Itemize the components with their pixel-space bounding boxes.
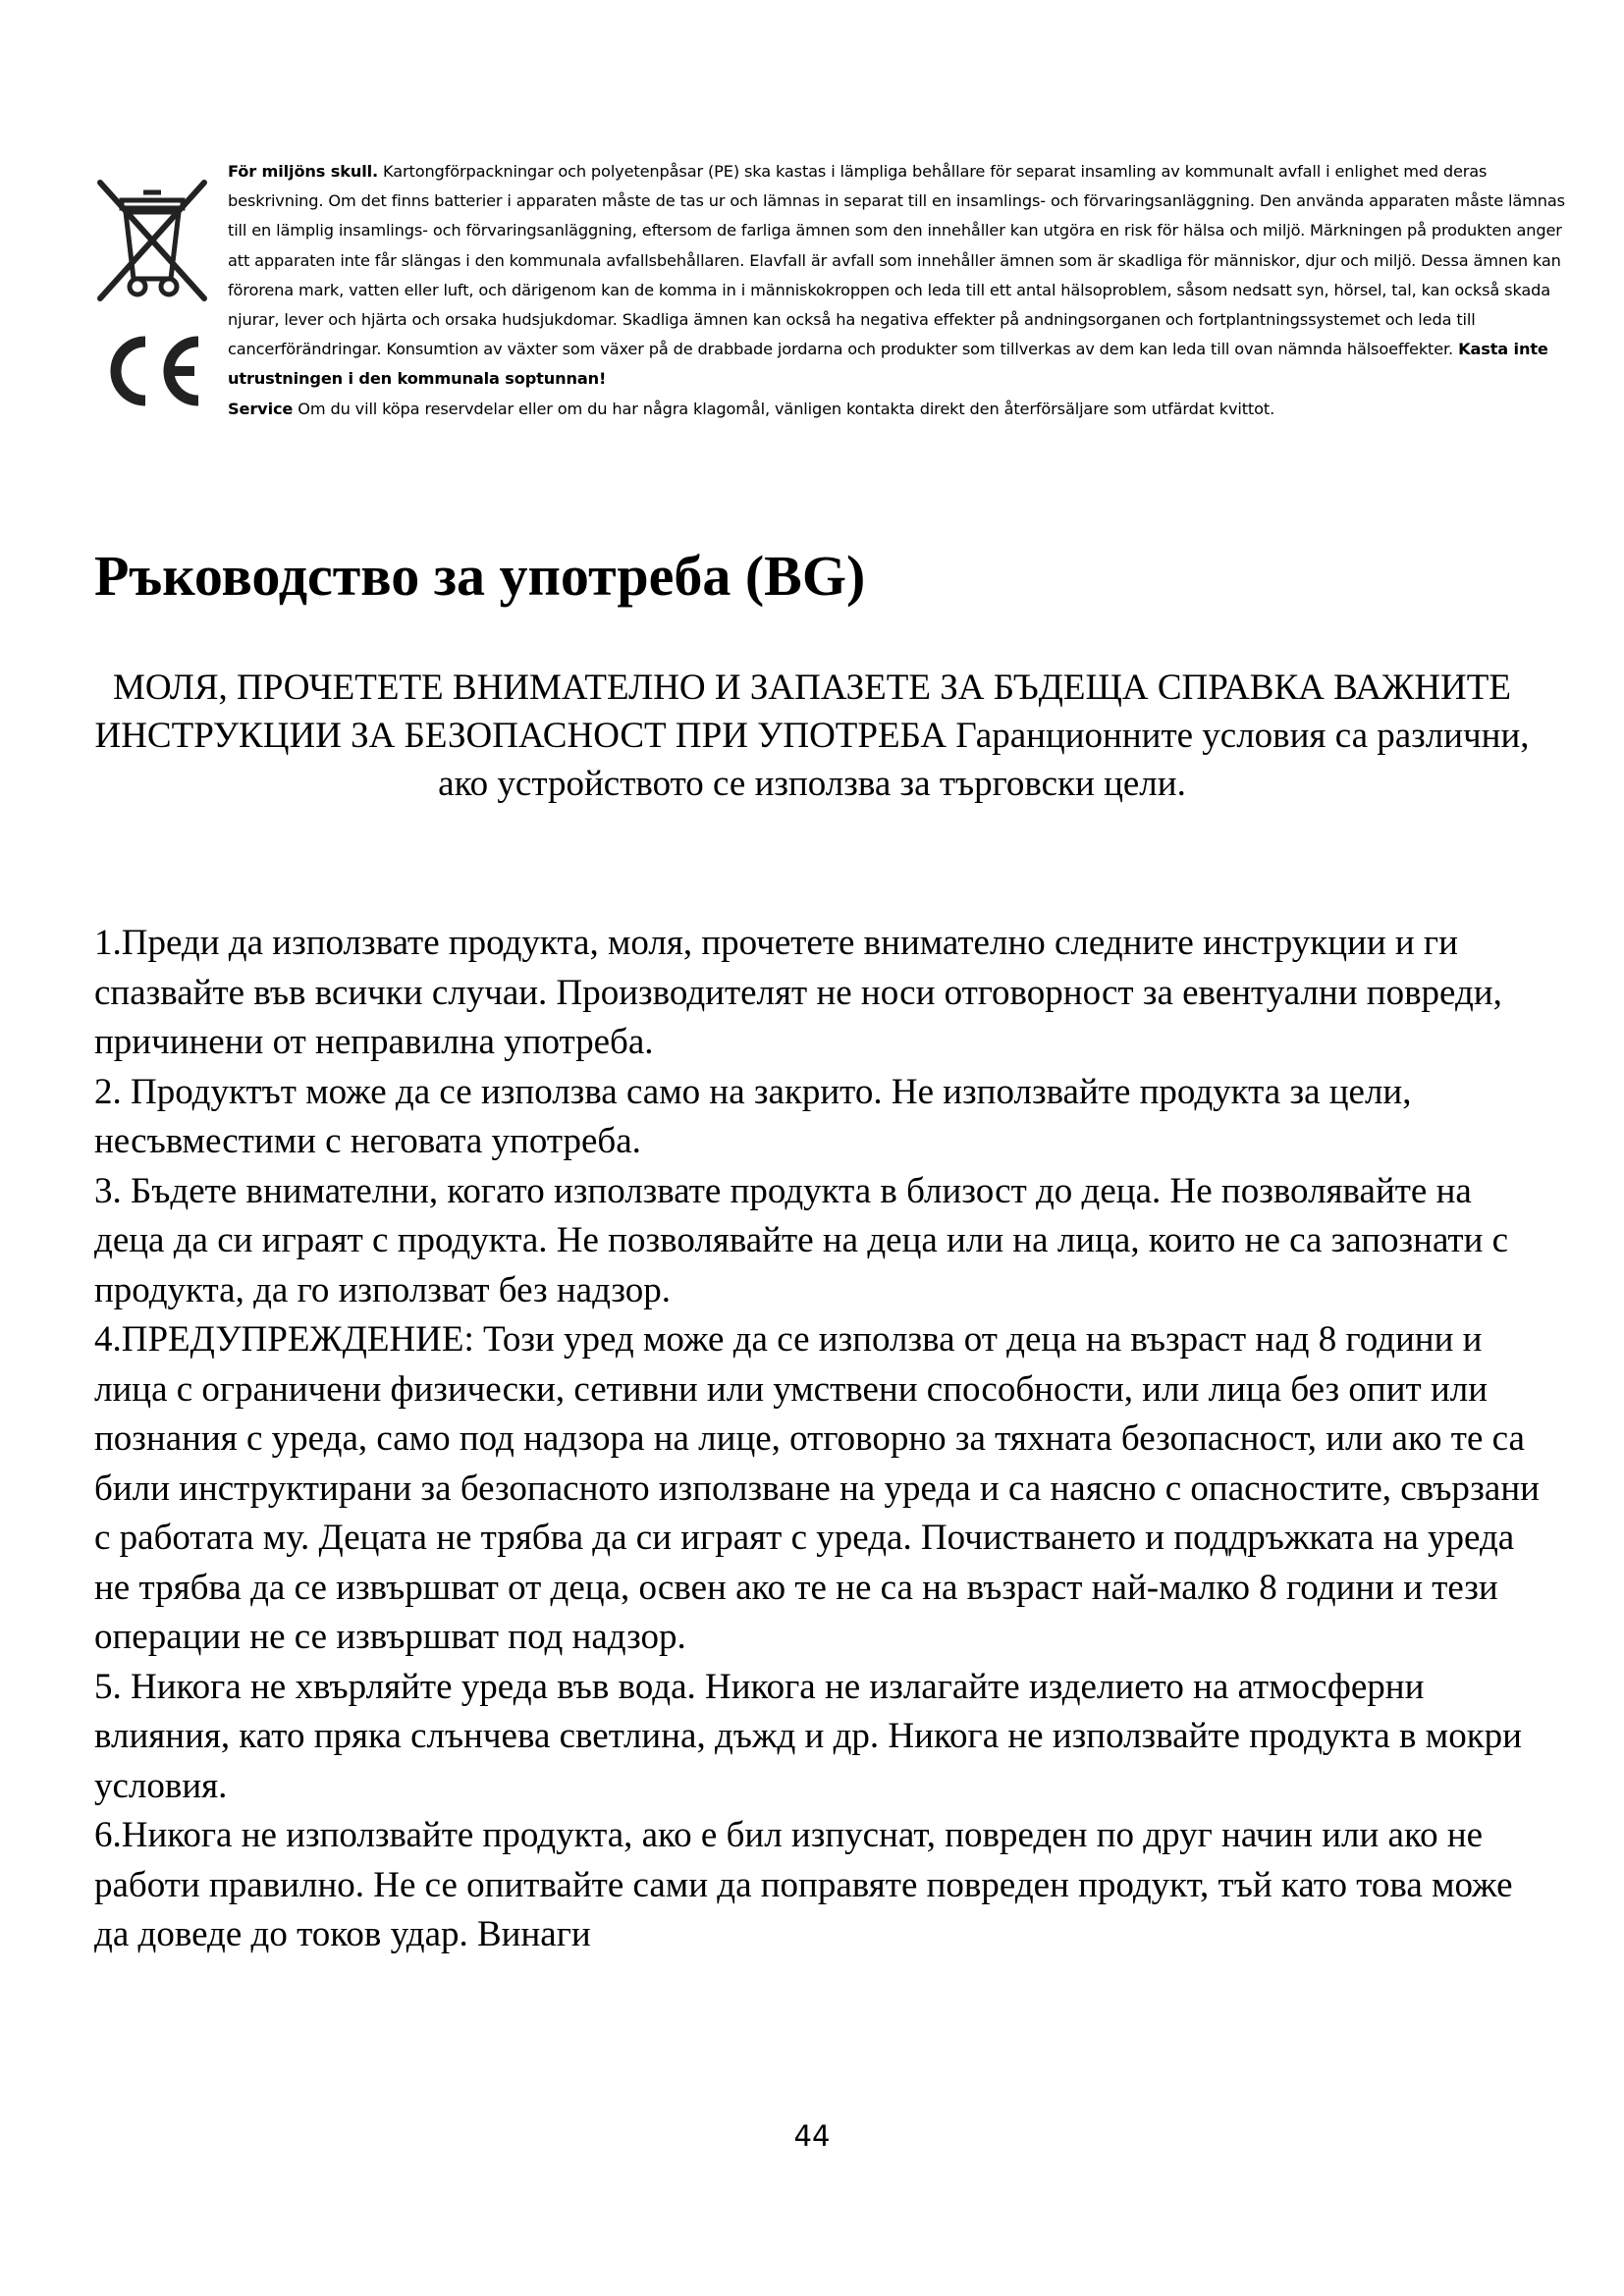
instructions-list xyxy=(94,919,1540,1960)
environment-warning: Kasta inte utrustningen i den kommunala soptunnan! xyxy=(228,340,1548,389)
safety-warning: МОЛЯ, ПРОЧЕТЕТЕ ВНИМАТЕЛНО И ЗАПАЗЕТЕ ЗА БЪДЕЩА СПРАВКА ВАЖНИТЕ ИНСТРУКЦИИ ЗА БЕЗОПАСНОСТ ПРИ УПОТРЕБА Гаранционните условия са различни, ако устройството се използва за търговски цели. xyxy=(94,667,1530,804)
service-text: Om du vill köpa reservdelar eller om du har några klagomål, vänligen kontakta direkt den återförsäljare som utfärdat kvittot. xyxy=(298,399,1275,418)
instruction-item: 6.Никога не използвайте продукта, ако е бил изпуснат, повреден по друг начин или ако не работи правилно. Не се опитвайте сами да поправяте повреден продукт, тъй като това може да доведе до токов удар. Винаги xyxy=(94,1815,1513,1954)
environment-text xyxy=(228,157,1573,424)
instruction-item: 1.Преди да използвате продукта, моля, прочетете внимателно следните инструкции и ги спазвайте във всички случаи. Производителят не носи отговорност за евентуални повреди, причинени от неправилна употреба. xyxy=(94,923,1502,1062)
instruction-item: 3. Бъдете внимателни, когато използвате продукта в близост до деца. Не позволявайте на деца да си играят с продукта. Не позволявайте на деца или на лица, които не са запознати с продукта, да го използват без надзор. xyxy=(94,1170,1509,1310)
instruction-item: 4.ПРЕДУПРЕЖДЕНИЕ: Този уред може да се използва от деца на възраст над 8 години и лица с ограничени физически, сетивни или умствени способности, или лица без опит или познания с уреда, само под надзора на лице, отговорно за тяхната безопасност, или ако те са били инструктирани за безопасното използване на уреда и са наясно с опасностите, свързани с работата му. Децата не трябва да си играят с уреда. Почистването и поддръжката на уреда не трябва да се извършват от деца, освен ако те не са на възраст най-малко 8 години и тези операции не се извършват под надзор. xyxy=(94,1319,1540,1657)
instruction-item: 5. Никога не хвърляйте уреда във вода. Никога не излагайте изделието на атмосферни влияния, като пряка слънчева светлина, дъжд и др. Никога не използвайте продукта в мокри условия. xyxy=(94,1666,1522,1806)
environment-heading: För miljöns skull. xyxy=(228,162,379,181)
environment-body: Kartongförpackningar och polyetenpåsar (PE) ska kastas i lämpliga behållare för separat insamling av kommunalt avfall i enlighet med deras beskrivning. Om det finns batterier i apparaten måste de tas ur och lämnas in separat till en insamlings- och förvaringsanläggning. Den använda apparaten måste lämnas till en lämplig insamlings- och förvaringsanläggning, eftersom de farliga ämnen som den innehåller kan utgöra en risk för hälsa och miljö. Märkningen på produkten anger att apparaten inte får slängas i den kommunala avfallsbehållaren. Elavfall är avfall som innehåller ämnen som är skadliga för människor, djur och miljö. Dessa ämnen kan förorena mark, vatten eller luft, och därigenom kan de komma in i människokroppen och leda till ett antal hälsoproblem, såsom nedsatt syn, hörsel, tal, kan också skada njurar, lever och hjärta och orsaka hudsjukdomar. Skadliga ämnen kan också ha negativa effekter på andningsorganen och fortplantningssystemet och leda till cancerförändringar. Konsumtion av växter som växer på de drabbade jordarna och produkter som tillverkas av dem kan leda till ovan nämnda hälsoeffekter. xyxy=(228,162,1565,359)
instruction-item: 2. Продуктът може да се използва само на закрито. Не използвайте продукта за цели, несъвместими с неговата употреба. xyxy=(94,1071,1412,1161)
page-number: 44 xyxy=(793,2119,831,2153)
service-label: Service xyxy=(228,399,294,418)
crossed-out-wheelie-bin-icon xyxy=(94,177,210,304)
ce-mark-icon xyxy=(100,332,208,410)
page-title: Ръководство за употреба (BG) xyxy=(94,544,866,608)
environment-notice xyxy=(94,157,1565,452)
